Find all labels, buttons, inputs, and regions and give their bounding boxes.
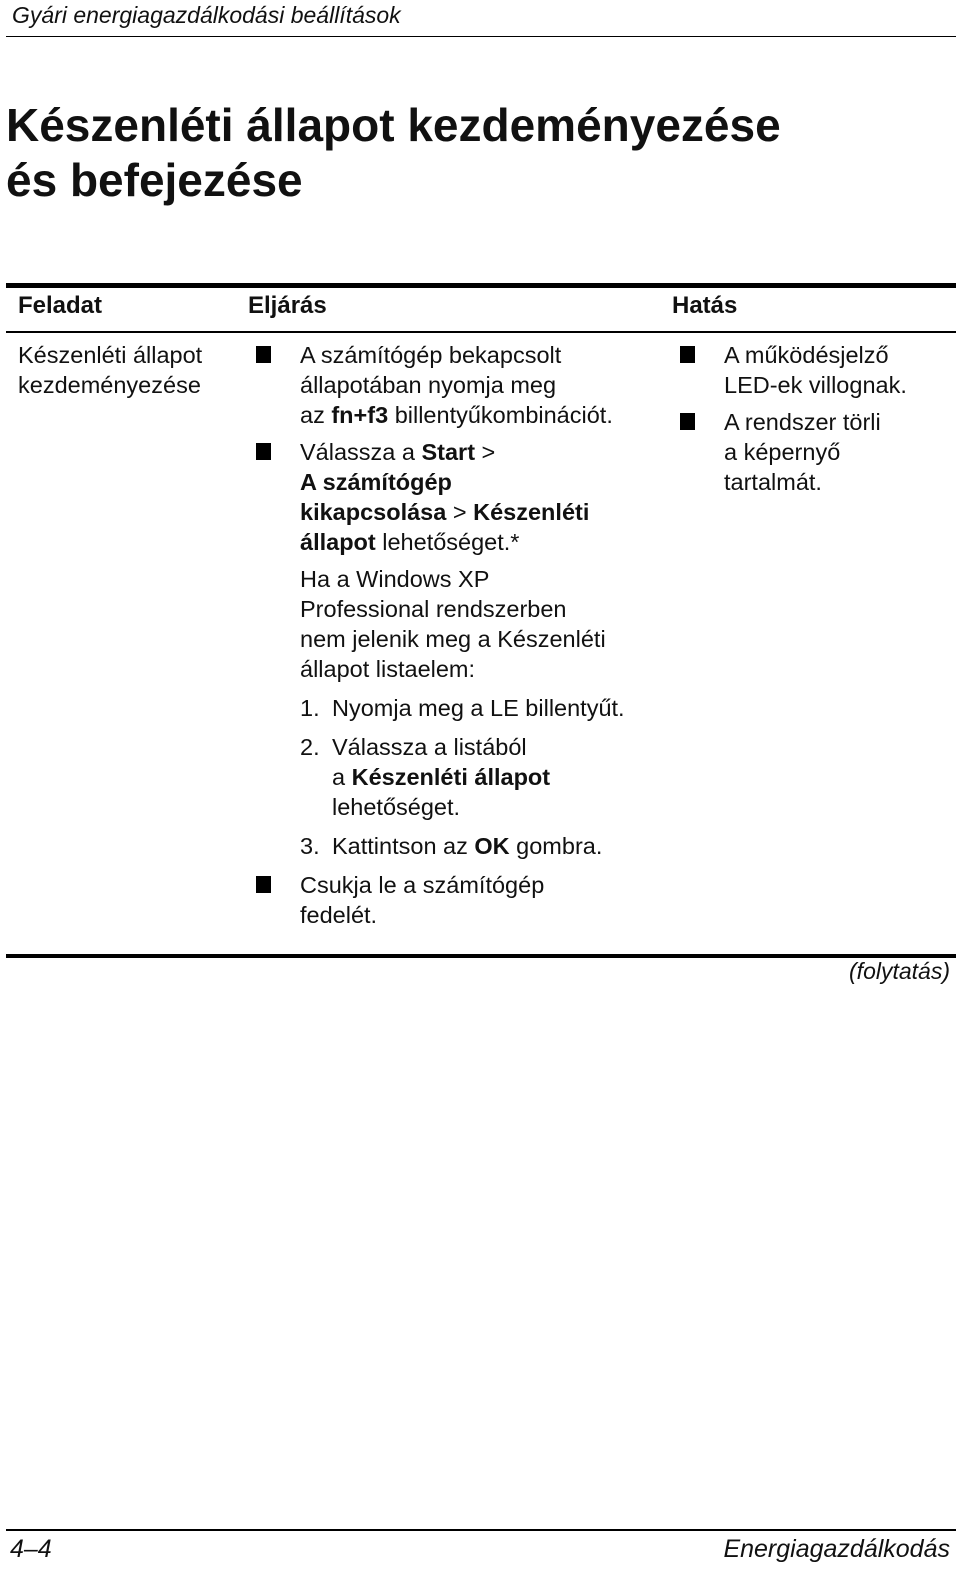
step-text: Kattintson az	[332, 833, 475, 859]
text-fragment: lehetőséget.*	[375, 529, 520, 555]
feladat-cell	[18, 340, 238, 400]
text-line: A számítógép bekapcsolt	[300, 342, 562, 368]
step-number: 1.	[300, 695, 320, 721]
step-text: Nyomja meg a LE billentyűt.	[332, 695, 625, 721]
hatas-cell	[672, 340, 952, 504]
step-text: Válassza a listából	[332, 734, 527, 760]
hatas-bullet-1	[672, 340, 952, 400]
menu-path-item: A számítógép	[300, 469, 452, 495]
key-combination: fn+f3	[331, 402, 389, 428]
page-title	[6, 98, 781, 208]
running-header-text: Gyári energiagazdálkodási beállítások	[12, 2, 401, 28]
text-line: állapotában nyomja meg	[300, 372, 557, 398]
menu-path-item: Készenléti	[473, 499, 590, 525]
text-line: tartalmát.	[724, 469, 822, 495]
windows-xp-note	[248, 564, 668, 684]
text-line: A rendszer törli	[724, 409, 881, 435]
page-title-line-2: és befejezése	[6, 154, 303, 206]
text-fragment: Válassza a	[300, 439, 422, 465]
table-header-rule	[6, 331, 956, 333]
text-fragment: billentyűkombinációt.	[388, 402, 613, 428]
step-text: lehetőséget.	[332, 794, 461, 820]
step-bold-text: OK	[474, 833, 510, 859]
text-line: A működésjelző	[724, 342, 889, 368]
page-title-line-1: Készenléti állapot kezdeményezése	[6, 99, 781, 151]
column-header-eljaras: Eljárás	[248, 292, 327, 319]
eljaras-bullet-3	[248, 870, 668, 930]
square-bullet-icon	[680, 346, 695, 363]
footer-section-title: Energiagazdálkodás	[723, 1535, 950, 1563]
step-bold-text: Készenléti állapot	[351, 764, 551, 790]
running-header	[6, 0, 956, 37]
column-header-feladat: Feladat	[18, 292, 103, 319]
eljaras-bullet-1	[248, 340, 668, 430]
text-fragment: >	[475, 439, 496, 465]
menu-path-start: Start	[421, 439, 476, 465]
square-bullet-icon	[256, 346, 271, 363]
text-line: Professional rendszerben	[300, 596, 567, 622]
step-number: 2.	[300, 734, 320, 760]
step-2	[248, 732, 668, 822]
text-line: Csukja le a számítógép	[300, 872, 545, 898]
step-number: 3.	[300, 833, 320, 859]
column-header-hatas: Hatás	[672, 292, 738, 319]
step-3	[248, 831, 668, 861]
table-top-rule	[6, 283, 956, 288]
hatas-bullet-2	[672, 407, 952, 497]
text-line: fedelét.	[300, 902, 378, 928]
eljaras-bullet-2	[248, 437, 668, 557]
feladat-line: Készenléti állapot	[18, 342, 203, 368]
step-1	[248, 693, 668, 723]
table-bottom-rule	[6, 954, 956, 958]
square-bullet-icon	[256, 443, 271, 460]
eljaras-cell	[248, 340, 668, 937]
menu-path-item: kikapcsolása	[300, 499, 447, 525]
square-bullet-icon	[680, 413, 695, 430]
text-line: állapot listaelem:	[300, 656, 476, 682]
footer-rule	[6, 1529, 956, 1531]
text-fragment: >	[446, 499, 474, 525]
continued-note: (folytatás)	[849, 958, 950, 984]
step-text: gombra.	[509, 833, 603, 859]
page-number: 4–4	[10, 1535, 52, 1563]
text-fragment: az	[300, 402, 332, 428]
square-bullet-icon	[256, 876, 271, 893]
feladat-line: kezdeményezése	[18, 372, 201, 398]
text-line: a képernyő	[724, 439, 841, 465]
menu-path-item: állapot	[300, 529, 376, 555]
step-text: a	[332, 764, 352, 790]
text-line: nem jelenik meg a Készenléti	[300, 626, 606, 652]
text-line: LED-ek villognak.	[724, 372, 907, 398]
text-line: Ha a Windows XP	[300, 566, 490, 592]
